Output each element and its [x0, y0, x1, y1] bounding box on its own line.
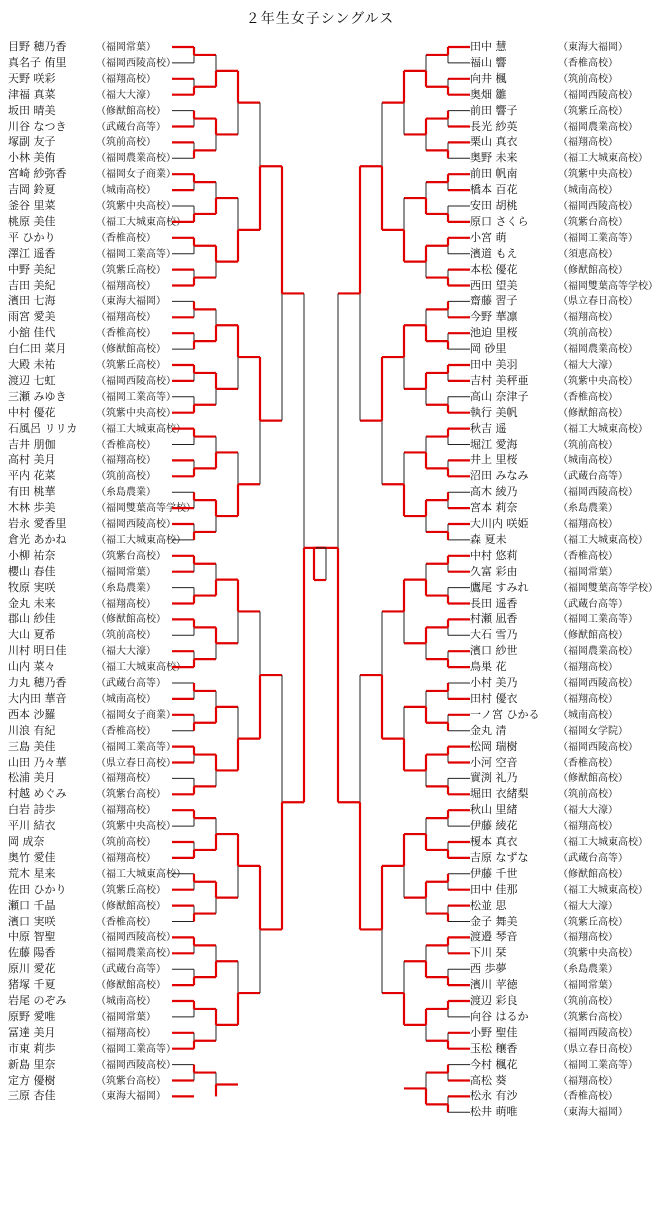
player-name: 濱田 七海	[8, 294, 56, 308]
player-name: 有田 桃華	[8, 485, 56, 499]
player-school: （福工大城東高校）	[558, 423, 648, 435]
player-school: （福岡工業高等）	[96, 741, 176, 753]
player-name: 大山 夏希	[8, 628, 56, 642]
player-name: 秋吉 遥	[470, 421, 507, 435]
player-school: （福岡工業高等）	[96, 391, 176, 403]
player-name: 西本 沙羅	[8, 707, 56, 721]
player-school: （福翔高校）	[558, 312, 618, 324]
player-name: 木林 歩美	[8, 501, 56, 515]
player-name: 伊藤 千世	[470, 866, 518, 880]
player-school: （福翔高校）	[558, 137, 618, 149]
player-name: 田中 佳那	[470, 882, 518, 896]
player-school: （城南高校）	[558, 185, 618, 197]
player-school: （福岡雙葉高等学校）	[96, 503, 196, 515]
player-name: 佐藤 陽香	[8, 946, 56, 960]
player-school: （糸島農業）	[558, 503, 618, 515]
player-name: 一ノ宮 ひかる	[470, 707, 540, 721]
player-school: （福工大城東高校）	[96, 423, 186, 435]
player-name: 福山 響	[470, 55, 507, 69]
player-school: （筑紫丘高校）	[96, 264, 166, 276]
player-school: （福岡工業高等）	[558, 614, 638, 626]
player-school: （福工大城東高校）	[96, 534, 186, 546]
player-name: 桃原 美佳	[8, 214, 56, 228]
player-name: 三島 美佳	[8, 739, 56, 753]
player-school: （福岡西陵高校）	[558, 487, 638, 499]
player-school: （福岡常葉）	[96, 42, 156, 53]
player-name: 松岡 瑞樹	[470, 739, 518, 753]
player-school: （香椎高校）	[558, 1091, 618, 1103]
player-name: 松並 思	[470, 898, 507, 912]
player-school: （筑前高校）	[96, 630, 156, 642]
player-school: （福岡工業高等）	[558, 1059, 638, 1071]
player-school: （福岡常葉）	[96, 566, 156, 578]
player-name: 目野 穂乃香	[8, 40, 67, 53]
player-name: 村瀬 凪香	[470, 612, 518, 626]
player-name: 平川 結衣	[8, 819, 56, 833]
player-name: 市東 莉歩	[8, 1041, 56, 1055]
player-school: （筑紫中央高校）	[558, 948, 638, 960]
player-school: （筑紫中央高校）	[558, 169, 638, 181]
player-name: 奥竹 愛佳	[8, 850, 56, 864]
player-school: （福岡工業高等）	[96, 1043, 176, 1055]
player-name: 高木 綾乃	[470, 485, 518, 499]
player-school: （筑前高校）	[96, 471, 156, 483]
player-school: （筑紫丘高校）	[96, 884, 166, 896]
player-school: （福翔高校）	[558, 693, 618, 705]
player-name: 前田 帆南	[470, 167, 518, 181]
player-name: 金丸 未来	[8, 596, 56, 610]
player-name: 執行 美帆	[470, 405, 518, 419]
player-name: 大内田 華音	[8, 691, 67, 705]
player-name: 榎本 真衣	[470, 835, 518, 848]
player-name: 渡邉 琴音	[470, 930, 518, 944]
player-school: （福大大濠）	[96, 646, 156, 658]
player-school: （筑前高校）	[558, 73, 618, 85]
player-name: 川谷 なつき	[8, 119, 67, 133]
player-school: （福工大城東高校）	[558, 837, 648, 848]
player-name: 渡辺 彩良	[470, 994, 518, 1007]
player-school: （福翔高校）	[558, 519, 618, 530]
player-name: 高山 奈津子	[470, 389, 529, 403]
player-name: 平内 花菜	[8, 469, 56, 483]
player-school: （福岡西陵高校）	[96, 932, 176, 944]
player-school: （修猷館高校）	[558, 773, 628, 785]
player-school: （福工大城東高校）	[558, 884, 648, 896]
player-school: （筑紫中央高校）	[558, 375, 638, 387]
player-school: （城南高校）	[558, 709, 618, 721]
player-school: （筑前高校）	[558, 789, 618, 801]
player-name: 松浦 美月	[8, 771, 56, 785]
player-school: （福岡農業高校）	[558, 344, 638, 356]
player-school: （福大大濠）	[558, 805, 618, 817]
player-school: （須恵高校）	[558, 248, 618, 260]
player-school: （筑紫台高校）	[96, 550, 166, 562]
player-school: （香椎高校）	[558, 757, 618, 769]
player-school: （武蔵台高等）	[96, 964, 166, 976]
player-school: （福岡西陵高校）	[96, 1059, 176, 1071]
player-name: 伊藤 綾花	[470, 819, 518, 833]
player-school: （筑紫台高校）	[96, 1075, 166, 1087]
player-school: （香椎高校）	[96, 439, 156, 451]
player-school: （東海大福岡）	[96, 296, 166, 308]
player-school: （城南高校）	[558, 455, 618, 467]
player-name: 塚副 友子	[8, 135, 56, 149]
player-school: （福翔高校）	[558, 821, 618, 833]
player-school: （筑紫中央高校）	[96, 201, 176, 212]
player-name: 高松 葵	[470, 1073, 507, 1087]
player-name: 沼田 みなみ	[470, 469, 529, 483]
player-school: （福工大城東高校）	[96, 216, 186, 228]
player-school: （福岡農業高校）	[96, 153, 176, 165]
player-name: 本松 優花	[470, 262, 518, 276]
player-school: （福岡女学院）	[558, 725, 628, 737]
player-school: （福翔高校）	[558, 932, 618, 944]
player-name: 西田 望美	[470, 278, 518, 292]
player-name: 下川 栞	[470, 946, 507, 960]
player-name: 大川内 咲姫	[470, 517, 529, 530]
player-name: 天野 咲彩	[8, 71, 56, 85]
player-name: 安田 胡桃	[470, 199, 518, 212]
player-name: 郡山 紗佳	[8, 612, 56, 626]
player-school: （福工大城東高校）	[558, 534, 648, 546]
player-name: 長田 遥香	[470, 596, 518, 610]
player-school: （福翔高校）	[96, 598, 156, 610]
player-school: （福大大濠）	[96, 89, 156, 101]
player-school: （香椎高校）	[558, 550, 618, 562]
player-school: （福岡雙葉高等学校）	[558, 280, 658, 292]
player-name: 澤江 遥香	[8, 246, 56, 260]
player-school: （福岡常葉）	[558, 980, 618, 992]
player-name: 田中 慧	[470, 40, 507, 53]
player-school: （香椎高校）	[96, 328, 156, 340]
player-school: （筑前高校）	[558, 328, 618, 340]
player-name: 釜谷 里菜	[8, 199, 56, 212]
player-name: 宮崎 紗弥香	[8, 167, 67, 181]
player-name: 三原 杏佳	[8, 1089, 56, 1103]
player-school: （筑前高校）	[558, 996, 618, 1007]
player-name: 中原 智聖	[8, 930, 56, 944]
player-name: 栗山 真衣	[470, 135, 518, 149]
player-school: （修猷館高校）	[96, 614, 166, 626]
player-school: （筑紫台高校）	[558, 216, 628, 228]
player-school: （福工大城東高校）	[96, 662, 186, 674]
player-name: 秋山 里緒	[470, 803, 518, 817]
player-name: 岡 砂里	[470, 342, 507, 356]
player-school: （糸島農業）	[96, 487, 156, 499]
player-school: （福翔高校）	[96, 773, 156, 785]
player-name: 濱口 実咲	[8, 914, 56, 928]
player-name: 濱道 もえ	[470, 246, 518, 260]
player-name: 大石 雪乃	[470, 628, 518, 642]
player-name: 森 夏未	[470, 532, 507, 546]
page-title: ２年生女子シングルス	[245, 11, 395, 27]
player-name: 真名子 侑里	[8, 55, 67, 69]
player-name: 雨宮 愛美	[8, 310, 56, 324]
player-name: 向井 楓	[470, 71, 507, 85]
player-name: 濱口 紗世	[470, 644, 518, 658]
player-name: 田中 美羽	[470, 358, 518, 371]
player-name: 三瀬 みゆき	[8, 389, 67, 403]
player-school: （城南高校）	[96, 693, 156, 705]
player-school: （福翔高校）	[558, 662, 618, 674]
player-name: 村越 めぐみ	[8, 787, 67, 801]
player-name: 吉井 朋伽	[8, 437, 56, 451]
player-name: 瀬口 千晶	[8, 898, 56, 912]
player-school: （筑紫丘高校）	[558, 105, 628, 117]
player-school: （福翔高校）	[96, 805, 156, 817]
player-name: 吉原 なずな	[470, 850, 529, 864]
player-name: 前田 響子	[470, 103, 518, 117]
player-school: （修猷館高校）	[558, 407, 628, 419]
player-school: （福岡常葉）	[558, 566, 618, 578]
player-name: 石風呂 リリカ	[8, 421, 78, 435]
player-name: 坂田 晴美	[8, 103, 56, 117]
player-name: 鳥巣 花	[470, 660, 507, 674]
player-name: 金丸 清	[470, 723, 507, 737]
player-name: 原口 さくら	[470, 214, 529, 228]
player-school: （糸島農業）	[558, 964, 618, 976]
player-name: 小柳 祐奈	[8, 548, 56, 562]
player-school: （筑前高校）	[96, 837, 156, 848]
player-name: 小林 美侑	[8, 151, 56, 165]
player-school: （福翔高校）	[96, 852, 156, 864]
player-school: （福岡農業高校）	[558, 121, 638, 133]
player-school: （筑紫丘高校）	[558, 916, 628, 928]
player-name: 大殿 未祐	[8, 358, 56, 371]
player-school: （福翔高校）	[96, 73, 156, 85]
player-name: 高村 美月	[8, 453, 56, 467]
player-school: （修猷館高校）	[96, 105, 166, 117]
player-name: 奥野 未来	[470, 151, 518, 165]
player-name: 吉岡 鈴夏	[8, 183, 56, 197]
player-name: 冨達 美月	[8, 1025, 56, 1039]
player-school: （福翔高校）	[558, 1075, 618, 1087]
player-school: （東海大福岡）	[96, 1091, 166, 1103]
player-name: 中村 悠莉	[470, 548, 518, 562]
player-school: （筑紫丘高校）	[96, 360, 166, 371]
player-school: （福岡西陵高校）	[558, 201, 638, 212]
player-school: （香椎高校）	[96, 916, 156, 928]
player-school: （福岡西陵高校）	[558, 678, 638, 689]
player-name: 渡辺 七虹	[8, 373, 56, 387]
player-school: （香椎高校）	[558, 391, 618, 403]
player-name: 牧原 実咲	[8, 580, 56, 594]
player-school: （筑紫中央高校）	[96, 821, 176, 833]
player-school: （修猷館高校）	[96, 980, 166, 992]
player-name: 小舘 佳代	[8, 326, 56, 340]
player-name: 山内 菜々	[8, 660, 56, 674]
player-school: （武蔵台高等）	[558, 852, 628, 864]
player-name: 津福 真菜	[8, 87, 56, 101]
player-name: 猪塚 千夏	[8, 978, 56, 992]
player-school: （福岡農業高校）	[96, 948, 176, 960]
player-name: 川浪 有紀	[8, 723, 56, 737]
player-school: （県立春日高校）	[558, 1043, 638, 1055]
player-name: 吉村 美秤亜	[470, 373, 529, 387]
player-name: 久富 彩由	[470, 564, 518, 578]
player-school: （福岡雙葉高等学校）	[558, 582, 658, 594]
player-name: 西 歩夢	[470, 962, 507, 976]
player-school: （福岡女子商業）	[96, 709, 176, 721]
player-name: 橋本 百花	[470, 183, 518, 197]
player-name: 岩尾 のぞみ	[8, 994, 67, 1007]
player-school: （福岡工業高等）	[558, 232, 638, 244]
player-name: 今村 楓花	[470, 1057, 518, 1071]
player-school: （糸島農業）	[96, 582, 156, 594]
player-name: 岩永 愛香里	[8, 517, 67, 530]
player-name: 堀江 愛海	[470, 437, 518, 451]
player-school: （筑紫中央高校）	[96, 407, 176, 419]
player-school: （福翔高校）	[96, 280, 156, 292]
player-name: 金子 舞美	[470, 914, 518, 928]
player-name: 長光 紗英	[470, 119, 518, 133]
player-school: （福翔高校）	[96, 1027, 156, 1039]
player-school: （福翔高校）	[96, 455, 156, 467]
player-name: 奥畑 雛	[470, 87, 507, 101]
player-school: （修猷館高校）	[558, 264, 628, 276]
player-school: （福岡西陵高校）	[96, 375, 176, 387]
player-school: （筑前高校）	[558, 439, 618, 451]
player-school: （武蔵台高等）	[558, 471, 628, 483]
player-school: （東海大福岡）	[558, 42, 628, 53]
player-name: 小河 空音	[470, 755, 518, 769]
player-school: （福岡西陵高校）	[96, 57, 176, 69]
player-name: 松永 有沙	[470, 1089, 518, 1103]
player-name: 川村 明日佳	[8, 644, 67, 658]
player-name: 白仁田 菜月	[8, 342, 67, 356]
player-name: 平 ひかり	[8, 230, 56, 244]
player-school: （筑紫台高校）	[96, 789, 166, 801]
player-school: （城南高校）	[96, 185, 156, 197]
player-name: 田村 優衣	[470, 691, 518, 705]
player-school: （県立春日高校）	[96, 757, 176, 769]
player-name: 井上 里桜	[470, 453, 518, 467]
player-school: （福翔高校）	[96, 312, 156, 324]
player-school: （武蔵台高等）	[96, 121, 166, 133]
player-name: 倉光 あかね	[8, 532, 67, 546]
player-school: （修猷館高校）	[558, 630, 628, 642]
player-name: 池迫 里桜	[470, 326, 518, 340]
player-name: 新島 里奈	[8, 1057, 56, 1071]
player-school: （福岡西陵高校）	[558, 89, 638, 101]
player-name: 小宮 萌	[470, 230, 507, 244]
player-name: 佐田 ひかり	[8, 882, 67, 896]
player-name: 堀田 衣緒梨	[470, 787, 529, 801]
player-school: （福岡女子商業）	[96, 169, 176, 181]
player-school: （香椎高校）	[96, 725, 156, 737]
player-name: 濱川 苹徳	[470, 978, 518, 992]
player-school: （修猷館高校）	[558, 868, 628, 880]
player-school: （福大大濠）	[558, 360, 618, 371]
player-school: （福大大濠）	[558, 900, 618, 912]
player-school: （武蔵台高等）	[558, 598, 628, 610]
player-school: （福岡農業高校）	[558, 646, 638, 658]
player-school: （城南高校）	[96, 996, 156, 1007]
player-name: 中村 優花	[8, 405, 56, 419]
player-name: 向谷 はるか	[470, 1009, 529, 1023]
player-school: （香椎高校）	[96, 232, 156, 244]
player-school: （修猷館高校）	[96, 900, 166, 912]
player-name: 原野 愛唯	[8, 1009, 56, 1023]
player-school: （筑前高校）	[96, 137, 156, 149]
player-school: （福岡西陵高校）	[96, 519, 176, 530]
player-school: （福工大城東高校）	[558, 153, 648, 165]
player-school: （修猷館高校）	[96, 344, 166, 356]
player-school: （福岡常葉）	[96, 1011, 156, 1023]
player-name: 今野 華凛	[470, 310, 518, 324]
player-school: （武蔵台高等）	[96, 678, 166, 689]
player-school: （香椎高校）	[558, 57, 618, 69]
player-name: 齋藤 習子	[470, 294, 518, 308]
player-name: 白岩 詩歩	[8, 803, 56, 817]
player-name: 小野 聖佳	[470, 1025, 518, 1039]
player-school: （筑紫台高校）	[558, 1011, 628, 1023]
player-name: 鷹尾 すみれ	[470, 580, 529, 594]
player-name: 岡 成奈	[8, 835, 45, 848]
player-school: （福岡工業高等）	[96, 248, 176, 260]
player-school: （福岡西陵高校）	[558, 741, 638, 753]
player-name: 櫻山 春佳	[8, 564, 56, 578]
player-name: 荒木 星来	[8, 866, 56, 880]
player-name: 松井 萌唯	[470, 1105, 518, 1119]
player-name: 原川 愛花	[8, 962, 56, 976]
player-name: 吉田 美紀	[8, 278, 56, 292]
player-name: 中野 美紀	[8, 262, 56, 276]
player-name: 實渕 礼乃	[470, 771, 518, 785]
player-school: （東海大福岡）	[558, 1107, 628, 1119]
player-school: （県立春日高校）	[558, 296, 638, 308]
player-name: 定方 優樹	[8, 1073, 56, 1087]
player-school: （福岡西陵高校）	[558, 1027, 638, 1039]
player-name: 力丸 穂乃香	[8, 676, 67, 689]
player-name: 小村 美乃	[470, 676, 518, 689]
player-name: 玉松 穰香	[470, 1041, 518, 1055]
player-name: 宮本 莉奈	[470, 501, 518, 515]
player-name: 山田 乃々華	[8, 755, 67, 769]
player-school: （福工大城東高校）	[96, 868, 186, 880]
